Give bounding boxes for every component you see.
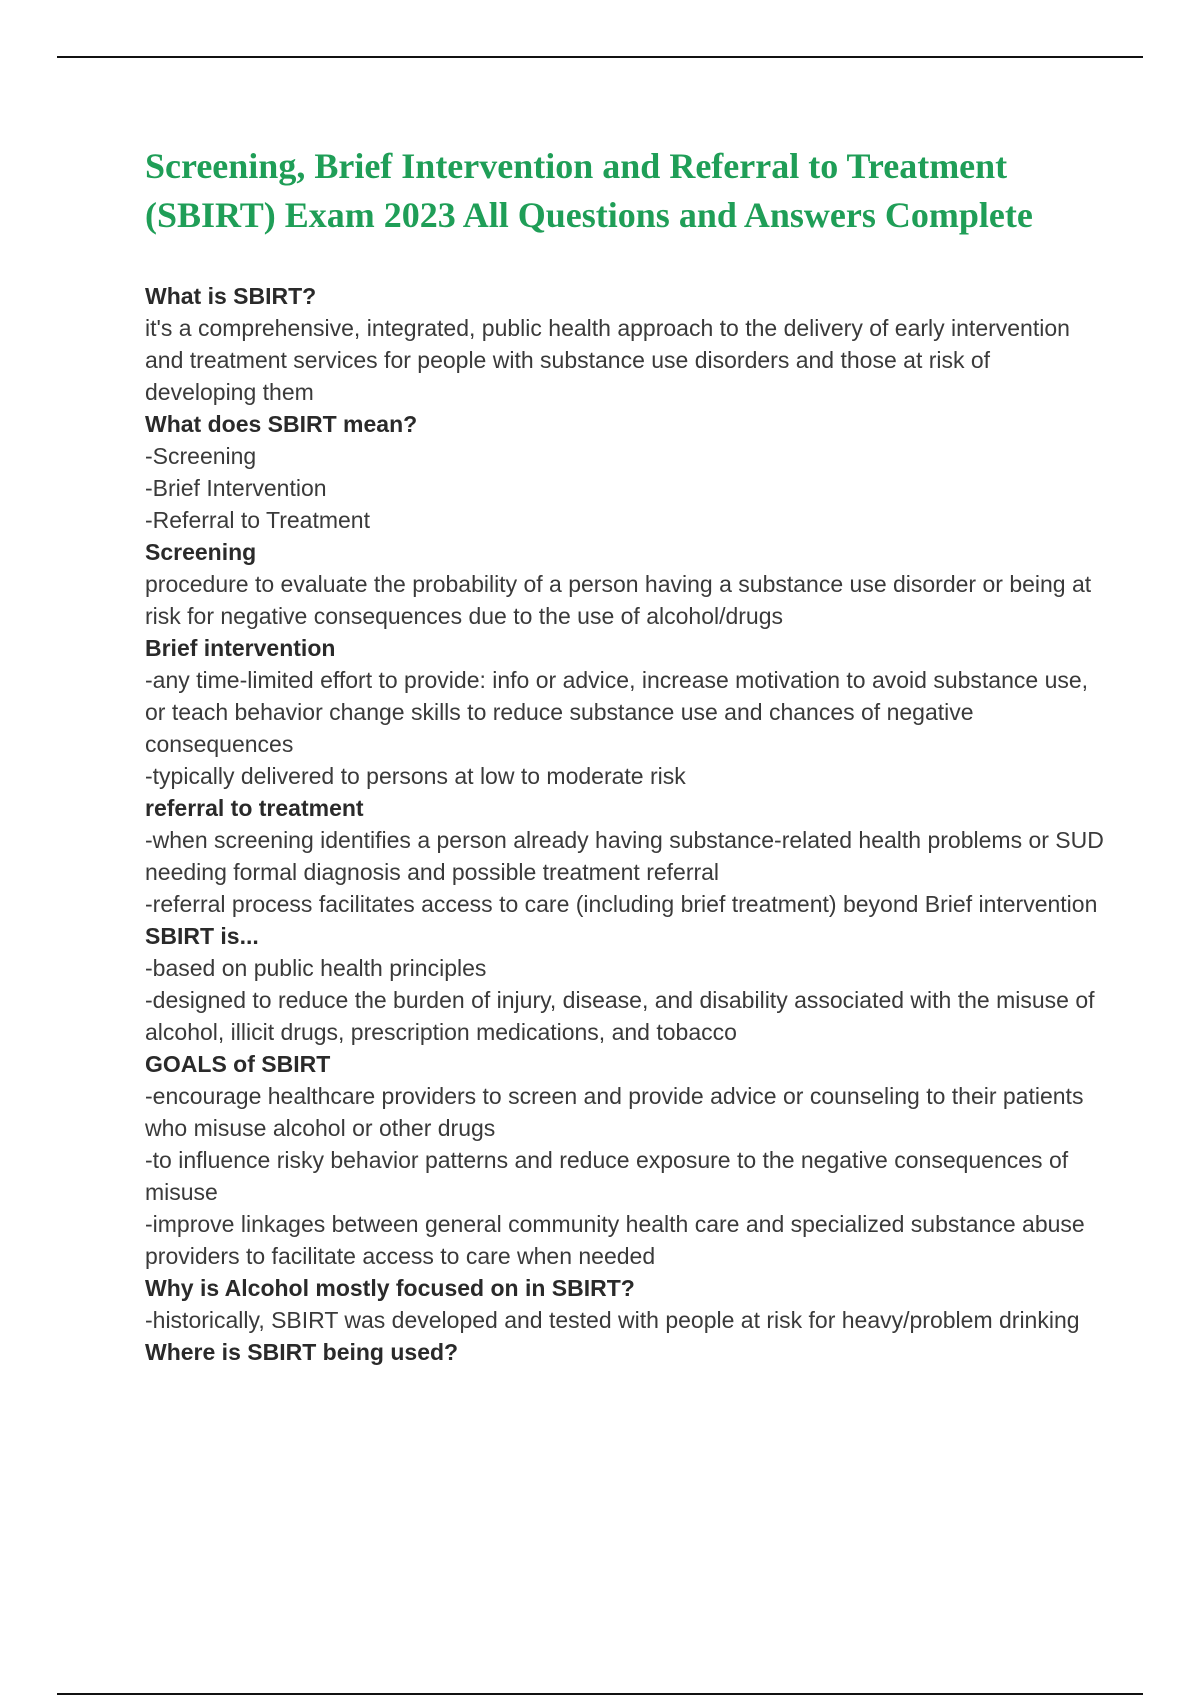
question: referral to treatment <box>145 795 364 821</box>
answer-line: -Screening <box>145 443 257 469</box>
qa-item <box>145 632 1105 792</box>
answer-line: -improve linkages between general community health care and specialized substance abuse providers to facilitate access to care when needed <box>145 1211 1085 1269</box>
document-page <box>145 142 1105 1368</box>
question: Where is SBIRT being used? <box>145 1339 459 1365</box>
answer-line: procedure to evaluate the probability of a person having a substance use disorder or being at risk for negative consequences due to the use of alcohol/drugs <box>145 571 1092 629</box>
top-divider <box>57 56 1143 58</box>
qa-item <box>145 1048 1105 1272</box>
question: What is SBIRT? <box>145 283 317 309</box>
qa-item <box>145 536 1105 632</box>
page-title: Screening, Brief Intervention and Referral to Treatment (SBIRT) Exam 2023 All Questions and Answers Complete <box>145 146 1033 235</box>
qa-item <box>145 792 1105 920</box>
answer-line: -when screening identifies a person already having substance-related health problems or SUD needing formal diagnosis and possible treatment referral <box>145 827 1104 885</box>
answer-line: -typically delivered to persons at low to moderate risk <box>145 763 686 789</box>
question: Brief intervention <box>145 635 336 661</box>
answer-line: -historically, SBIRT was developed and tested with people at risk for heavy/problem drinking <box>145 1307 1080 1333</box>
answer-line: it's a comprehensive, integrated, public health approach to the delivery of early intervention and treatment services for people with substance use disorders and those at risk of developing them <box>145 315 1070 405</box>
question: SBIRT is... <box>145 923 259 949</box>
question: Screening <box>145 539 257 565</box>
question: GOALS of SBIRT <box>145 1051 331 1077</box>
answer-line: -referral process facilitates access to care (including brief treatment) beyond Brief intervention <box>145 891 1098 917</box>
qa-item <box>145 1272 1105 1336</box>
answer-line: -designed to reduce the burden of injury, disease, and disability associated with the misuse of alcohol, illicit drugs, prescription medications, and tobacco <box>145 987 1095 1045</box>
question: What does SBIRT mean? <box>145 411 418 437</box>
answer-line: -based on public health principles <box>145 955 487 981</box>
answer-line: -encourage healthcare providers to screen and provide advice or counseling to their patients who misuse alcohol or other drugs <box>145 1083 1084 1141</box>
question: Why is Alcohol mostly focused on in SBIRT? <box>145 1275 635 1301</box>
qa-item <box>145 920 1105 1048</box>
answer-line: -Brief Intervention <box>145 475 327 501</box>
answer-line: -any time-limited effort to provide: info or advice, increase motivation to avoid substance use, or teach behavior change skills to reduce substance use and chances of negative consequences <box>145 667 1089 757</box>
qa-item <box>145 280 1105 408</box>
qa-item <box>145 1336 1105 1368</box>
answer-line: -Referral to Treatment <box>145 507 370 533</box>
qa-list <box>145 280 1105 1368</box>
bottom-divider <box>57 1693 1143 1695</box>
answer-line: -to influence risky behavior patterns and reduce exposure to the negative consequences of misuse <box>145 1147 1069 1205</box>
qa-item <box>145 408 1105 536</box>
